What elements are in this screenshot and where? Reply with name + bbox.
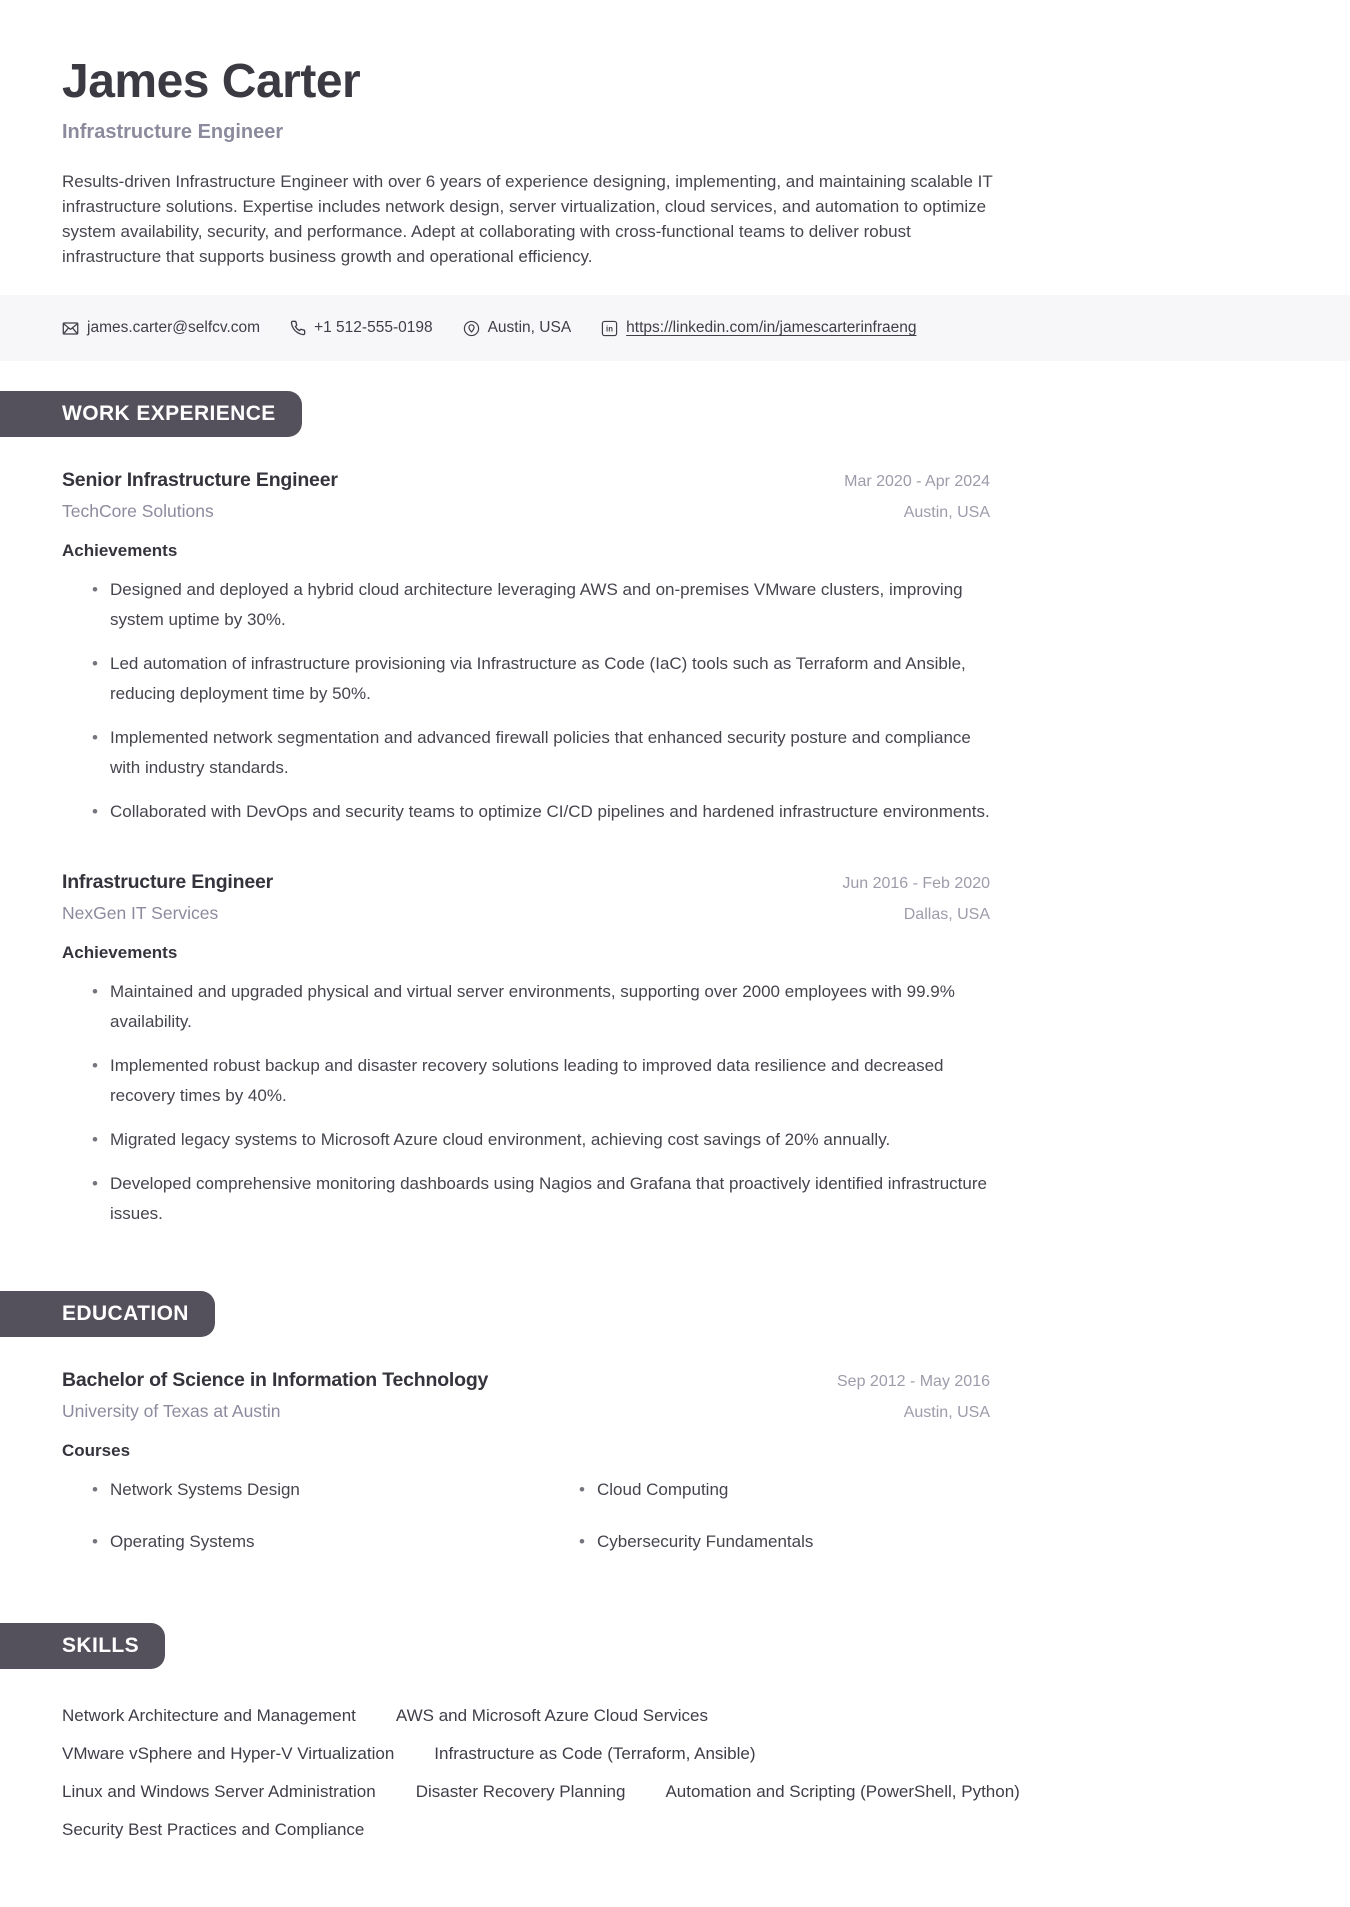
education-dates: Sep 2012 - May 2016 [837, 1373, 990, 1390]
work-entry-title: Senior Infrastructure Engineer [62, 469, 338, 491]
linkedin-icon [601, 320, 618, 337]
skill-item: Automation and Scripting (PowerShell, Python) [665, 1782, 1020, 1801]
candidate-job-title: Infrastructure Engineer [62, 121, 284, 143]
work-entry-header [62, 469, 990, 522]
achievements-label: Achievements [62, 943, 178, 962]
achievements-list [62, 977, 990, 1229]
resume-header [0, 0, 1350, 269]
achievement-item: • Implemented robust backup and disaster recovery solutions leading to improved data resilience and decreased recovery times by 40%. [110, 1051, 990, 1111]
skill-item: VMware vSphere and Hyper-V Virtualization [62, 1744, 395, 1763]
education-entry [62, 1369, 990, 1579]
map-pin-circle-icon [463, 320, 480, 337]
contact-bar [0, 295, 1350, 361]
contact-phone-text: +1 512-555-0198 [314, 319, 433, 336]
achievements-list [62, 575, 990, 827]
work-entry-dates: Mar 2020 - Apr 2024 [844, 473, 990, 490]
achievement-item: • Designed and deployed a hybrid cloud architecture leveraging AWS and on-premises VMware clusters, improving system uptime by 30%. [110, 575, 990, 635]
work-entry-company: NexGen IT Services [62, 903, 219, 923]
contact-location-text: Austin, USA [487, 319, 572, 336]
skills-row [62, 1739, 1350, 1769]
work-entry-dates: Jun 2016 - Feb 2020 [842, 875, 990, 892]
education-degree: Bachelor of Science in Information Technology [62, 1369, 489, 1391]
skill-item: Linux and Windows Server Administration [62, 1782, 376, 1801]
work-entry-location: Austin, USA [903, 504, 990, 521]
skills-row [62, 1701, 1350, 1731]
achievement-item: • Migrated legacy systems to Microsoft Azure cloud environment, achieving cost savings of 20% annually. [110, 1125, 990, 1155]
achievement-item: • Collaborated with DevOps and security teams to optimize CI/CD pipelines and hardened infrastructure environments. [110, 797, 990, 827]
contact-linkedin [601, 319, 916, 337]
contact-phone [290, 319, 433, 337]
skills-row [62, 1815, 1350, 1845]
skill-item: Disaster Recovery Planning [415, 1782, 626, 1801]
course-item: • Cloud Computing [597, 1475, 990, 1505]
profile-summary: Results-driven Infrastructure Engineer with over 6 years of experience designing, implementing, and maintaining scalable IT infrastructure solutions. Expertise includes network design, server virtualization, cloud services, and automation to optimize system availability, security, and performance. Adept at collaborating with cross-functional teams to deliver robust infrastructure that supports business growth and operational efficiency. [62, 172, 993, 266]
achievements-label: Achievements [62, 541, 178, 560]
skills-row [62, 1777, 1350, 1807]
skill-item: Infrastructure as Code (Terraform, Ansible) [434, 1744, 756, 1763]
work-entry-header [62, 871, 990, 924]
section-header-skills: SKILLS [0, 1623, 165, 1669]
course-item: • Cybersecurity Fundamentals [597, 1527, 990, 1557]
achievement-item: • Developed comprehensive monitoring dashboards using Nagios and Grafana that proactively identified infrastructure issues. [110, 1169, 990, 1229]
contact-email-text: james.carter@selfcv.com [87, 319, 261, 336]
work-entry [62, 469, 990, 827]
courses-list-column [62, 1475, 549, 1579]
education-section [0, 1369, 990, 1579]
contact-location [463, 319, 572, 337]
courses-list-column [549, 1475, 990, 1579]
svg-text:in: in [606, 324, 614, 334]
achievement-item: • Led automation of infrastructure provisioning via Infrastructure as Code (IaC) tools such as Terraform and Ansible, reducing deployment time by 50%. [110, 649, 990, 709]
candidate-name: James Carter [62, 55, 361, 108]
achievement-item: • Maintained and upgraded physical and virtual server environments, supporting over 2000 employees with 99.9% availability. [110, 977, 990, 1037]
envelope-icon [62, 320, 79, 337]
skills-section [0, 1669, 1350, 1845]
course-item: • Network Systems Design [110, 1475, 549, 1505]
course-item: • Operating Systems [110, 1527, 549, 1557]
work-entry-title: Infrastructure Engineer [62, 871, 274, 893]
skill-item: AWS and Microsoft Azure Cloud Services [395, 1706, 708, 1725]
skill-item: Network Architecture and Management [62, 1706, 356, 1725]
work-entry-location: Dallas, USA [903, 906, 990, 923]
linkedin-link[interactable]: https://linkedin.com/in/jamescarterinfraeng [626, 319, 917, 336]
skill-item: Security Best Practices and Compliance [62, 1820, 365, 1839]
courses-label: Courses [62, 1441, 131, 1460]
work-entry-company: TechCore Solutions [62, 501, 214, 521]
phone-icon [290, 320, 306, 336]
section-header-education: EDUCATION [0, 1291, 215, 1337]
achievement-item: • Implemented network segmentation and advanced firewall policies that enhanced security posture and compliance with industry standards. [110, 723, 990, 783]
section-header-work-experience: WORK EXPERIENCE [0, 391, 302, 437]
education-location: Austin, USA [903, 1404, 990, 1421]
work-entry [62, 871, 990, 1229]
contact-email [62, 319, 260, 337]
education-entry-header [62, 1369, 990, 1422]
work-experience-section [0, 469, 990, 1229]
education-school: University of Texas at Austin [62, 1401, 281, 1421]
courses-grid [62, 1475, 990, 1579]
